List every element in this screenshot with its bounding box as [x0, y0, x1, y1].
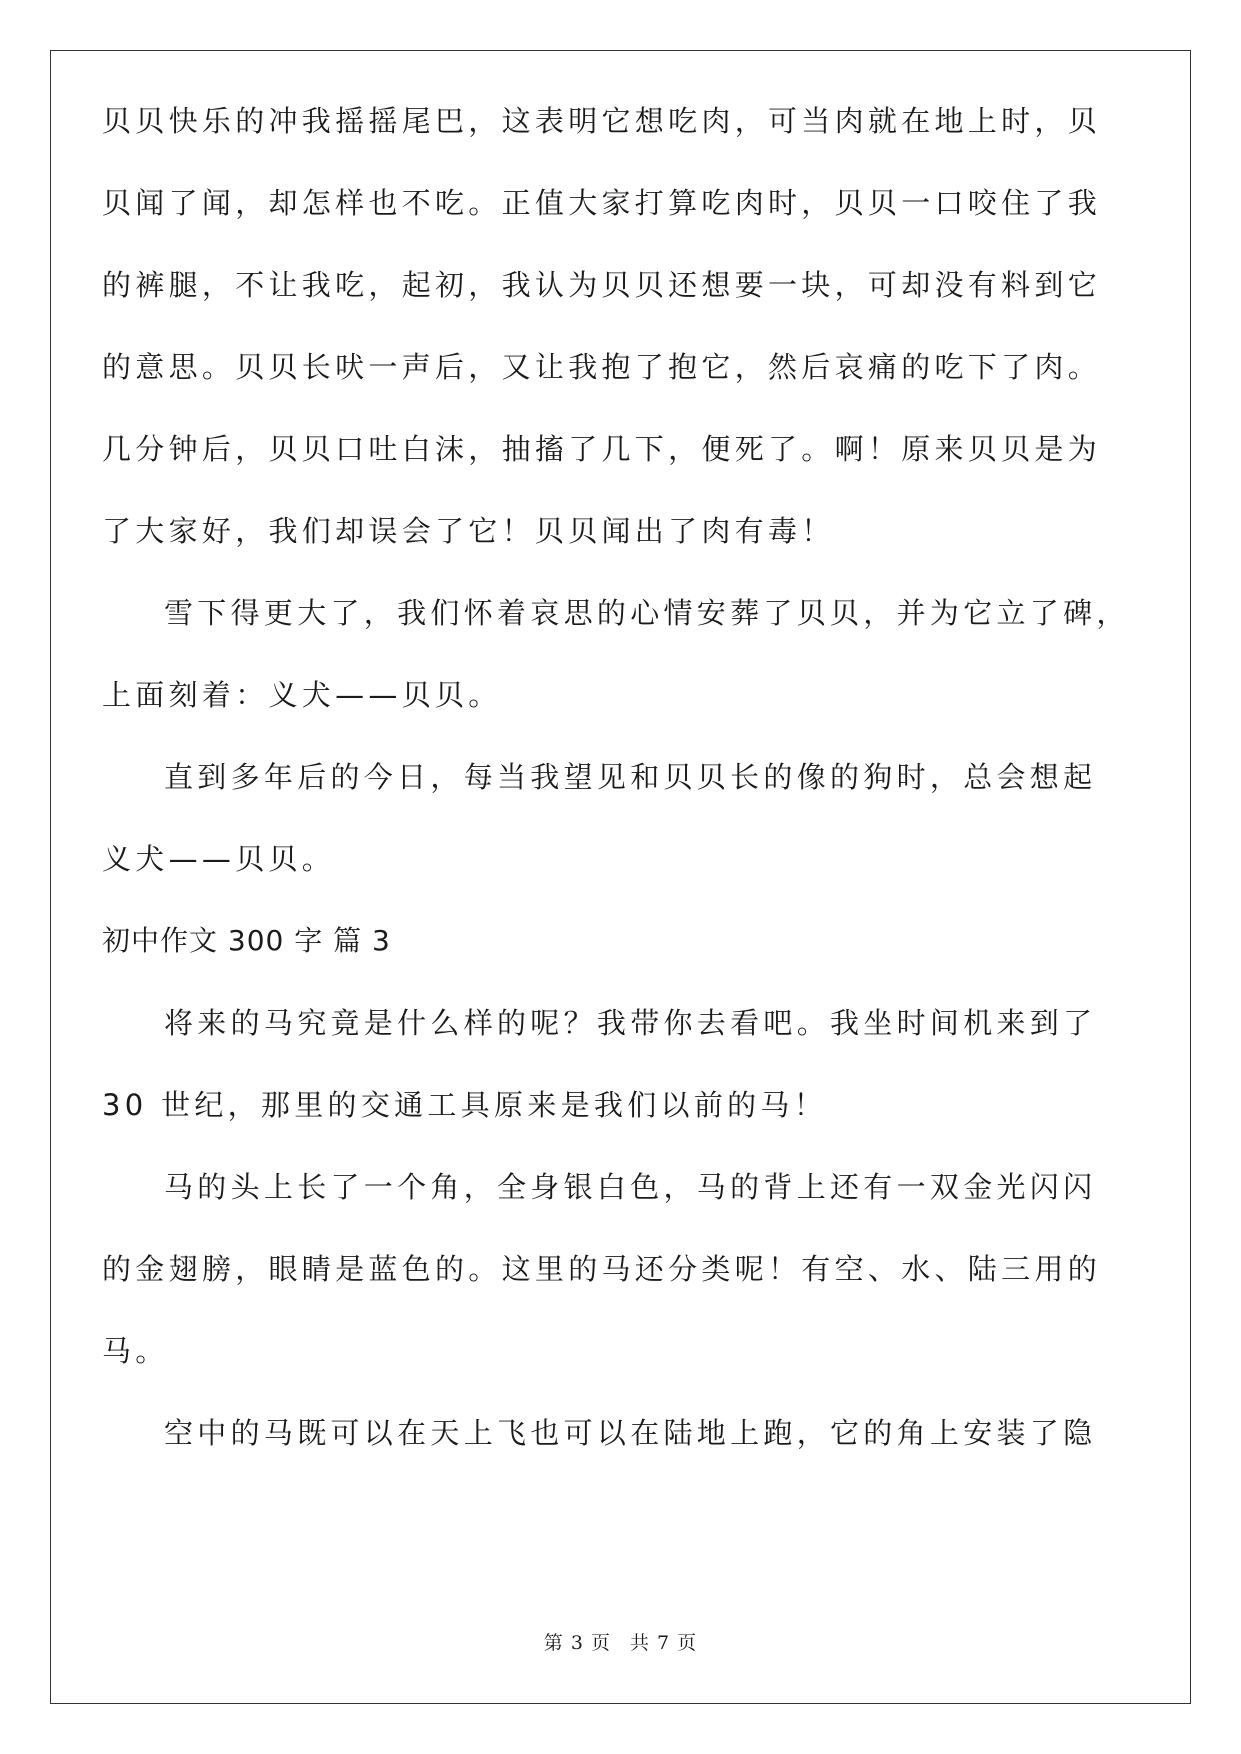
text-line: 马的头上长了一个角，全身银白色，马的背上还有一双金光闪闪: [164, 1170, 1097, 1204]
document-body: [102, 80, 1130, 1474]
text-line: 的裤腿，不让我吃，起初，我认为贝贝还想要一块，可却没有料到它: [102, 268, 1102, 302]
text-line: 将来的马究竟是什么样的呢？我带你去看吧。我坐时间机来到了: [164, 1006, 1097, 1040]
text-line: 义犬——贝贝。: [102, 842, 336, 876]
page-footer: [0, 1628, 1241, 1655]
page-number: 第 3 页: [543, 1632, 611, 1654]
text-line: 的意思。贝贝长吠一声后，又让我抱了抱它，然后哀痛的吃下了肉。: [102, 350, 1102, 384]
text-line: 空中的马既可以在天上飞也可以在陆地上跑，它的角上安装了隐: [164, 1416, 1097, 1450]
text-line: 雪下得更大了，我们怀着哀思的心情安葬了贝贝，并为它立了碑，: [164, 596, 1130, 630]
text-line: 30 世纪，那里的交通工具原来是我们以前的马！: [102, 1088, 828, 1122]
section-heading: 初中作文 300 字 篇 3: [102, 924, 391, 957]
text-line: 上面刻着：义犬——贝贝。: [102, 678, 502, 712]
text-line: 贝贝快乐的冲我摇摇尾巴，这表明它想吃肉，可当肉就在地上时，贝: [102, 104, 1102, 138]
page-total: 共 7 页: [630, 1632, 698, 1654]
text-line: 几分钟后，贝贝口吐白沫，抽搐了几下，便死了。啊！原来贝贝是为: [102, 432, 1102, 466]
text-line: 马。: [102, 1334, 169, 1368]
text-line: 直到多年后的今日，每当我望见和贝贝长的像的狗时，总会想起: [164, 760, 1097, 794]
text-line: 的金翅膀，眼睛是蓝色的。这里的马还分类呢！有空、水、陆三用的: [102, 1252, 1102, 1286]
text-line: 了大家好，我们却误会了它！贝贝闻出了肉有毒！: [102, 514, 835, 548]
text-line: 贝闻了闻，却怎样也不吃。正值大家打算吃肉时，贝贝一口咬住了我: [102, 186, 1102, 220]
